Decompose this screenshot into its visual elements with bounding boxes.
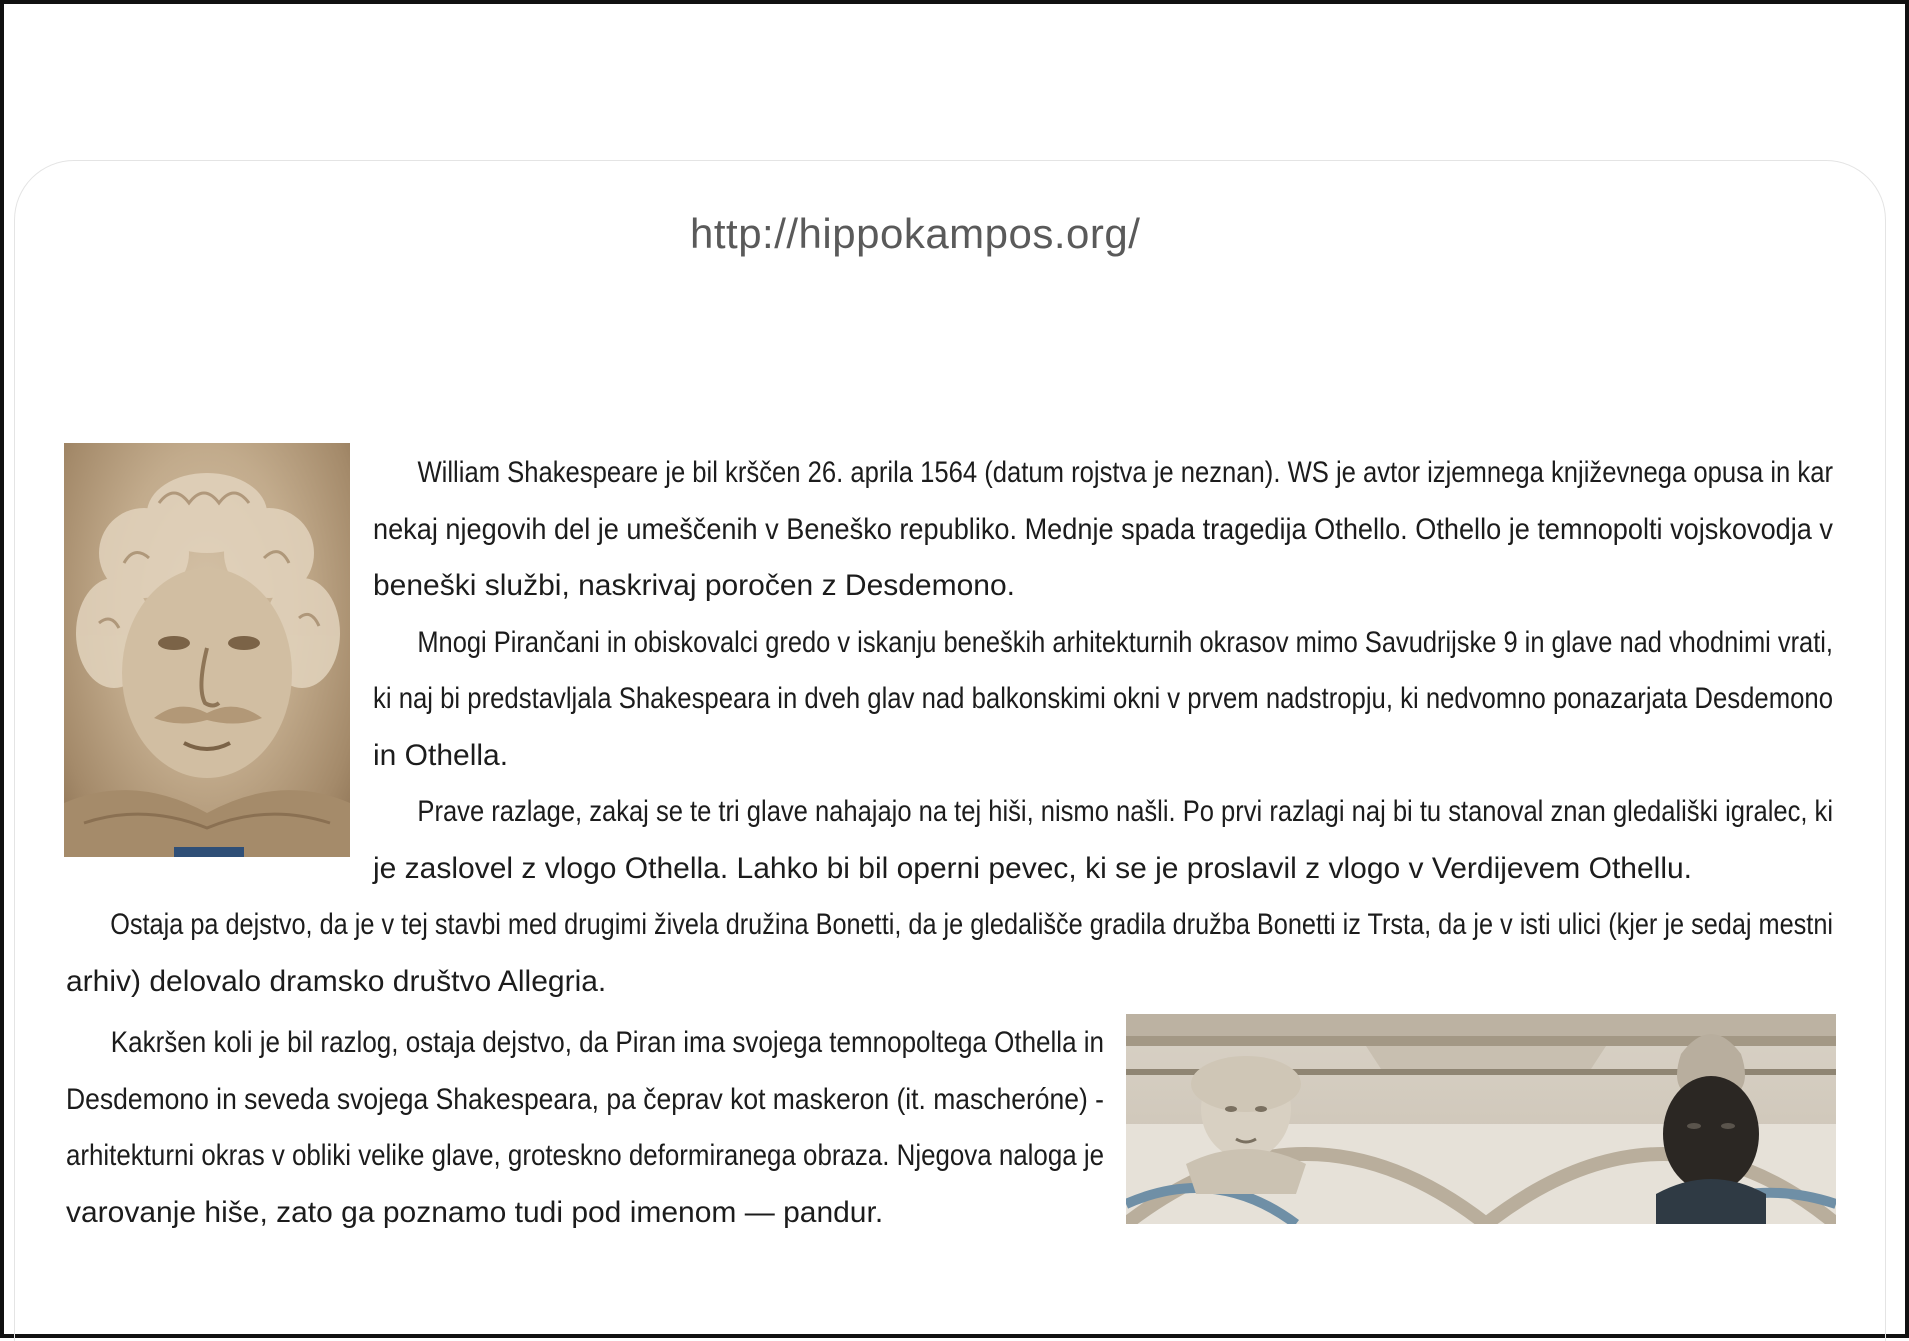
paragraph-line: William Shakespeare je bil krščen 26. aprila 1564 (datum rojstva je neznan). WS je avtor izjemnega književnega opusa in kar [417, 456, 1833, 489]
paragraph-line: je zaslovel z vlogo Othella. Lahko bi bil operni pevec, ki se je proslavil z vlogo v Verdijevem Othellu. [373, 851, 1693, 885]
paragraph-line: ki naj bi predstavljala Shakespeara in dveh glav nad balkonskimi okni v prvem nadstropju, ki nedvomno ponazarjata Desdemono [373, 682, 1833, 715]
paragraph-line: varovanje hiše, zato ga poznamo tudi pod imenom — pandur. [66, 1195, 884, 1229]
bonetti-paragraph [66, 897, 1833, 1010]
paragraph-line: Desdemono in seveda svojega Shakespeara, pa čeprav kot maskeron (it. mascheróne) - [66, 1082, 1104, 1116]
paragraph-line: Prave razlage, zakaj se te tri glave nahajajo na tej hiši, nismo našli. Po prvi razlagi naj bi tu stanoval znan gledališki igralec, ki [417, 795, 1834, 828]
paragraph-line: Mnogi Pirančani in obiskovalci gredo v iskanju beneških arhitekturnih okrasov mimo Savudrijske 9 in glave nad vhodnimi vrati, [417, 625, 1833, 659]
paragraph-line: beneški službi, naskrivaj poročen z Desdemono. [373, 569, 1015, 602]
mascaron-paragraph [66, 1015, 1104, 1241]
paragraph-line: in Othella. [373, 738, 509, 772]
website-url[interactable]: http://hippokampos.org/ [690, 210, 1141, 257]
paragraph-line: nekaj njegovih del je umeščenih v Beneško republiko. Mednje spada tragedija Othello. Othello je temnopolti vojskovodja v [373, 512, 1833, 546]
paragraph-line: Ostaja pa dejstvo, da je v tej stavbi med drugimi živela družina Bonetti, da je gledališče gradila družba Bonetti iz Trsta, da je v isti ulici (kjer je sedaj mestni [110, 908, 1834, 941]
intro-paragraphs [373, 445, 1833, 897]
shakespeare-mascaron-photo [64, 443, 350, 857]
paragraph-line: arhiv) delovalo dramsko društvo Allegria. [66, 964, 607, 998]
othello-desdemona-photo [1126, 1014, 1836, 1224]
paragraph-line: arhitekturni okras v obliki velike glave, groteskno deformiranega obraza. Njegova naloga je [66, 1139, 1104, 1172]
paragraph-line: Kakršen koli je bil razlog, ostaja dejstvo, da Piran ima svojega temnopoltega Othella in [110, 1026, 1105, 1059]
